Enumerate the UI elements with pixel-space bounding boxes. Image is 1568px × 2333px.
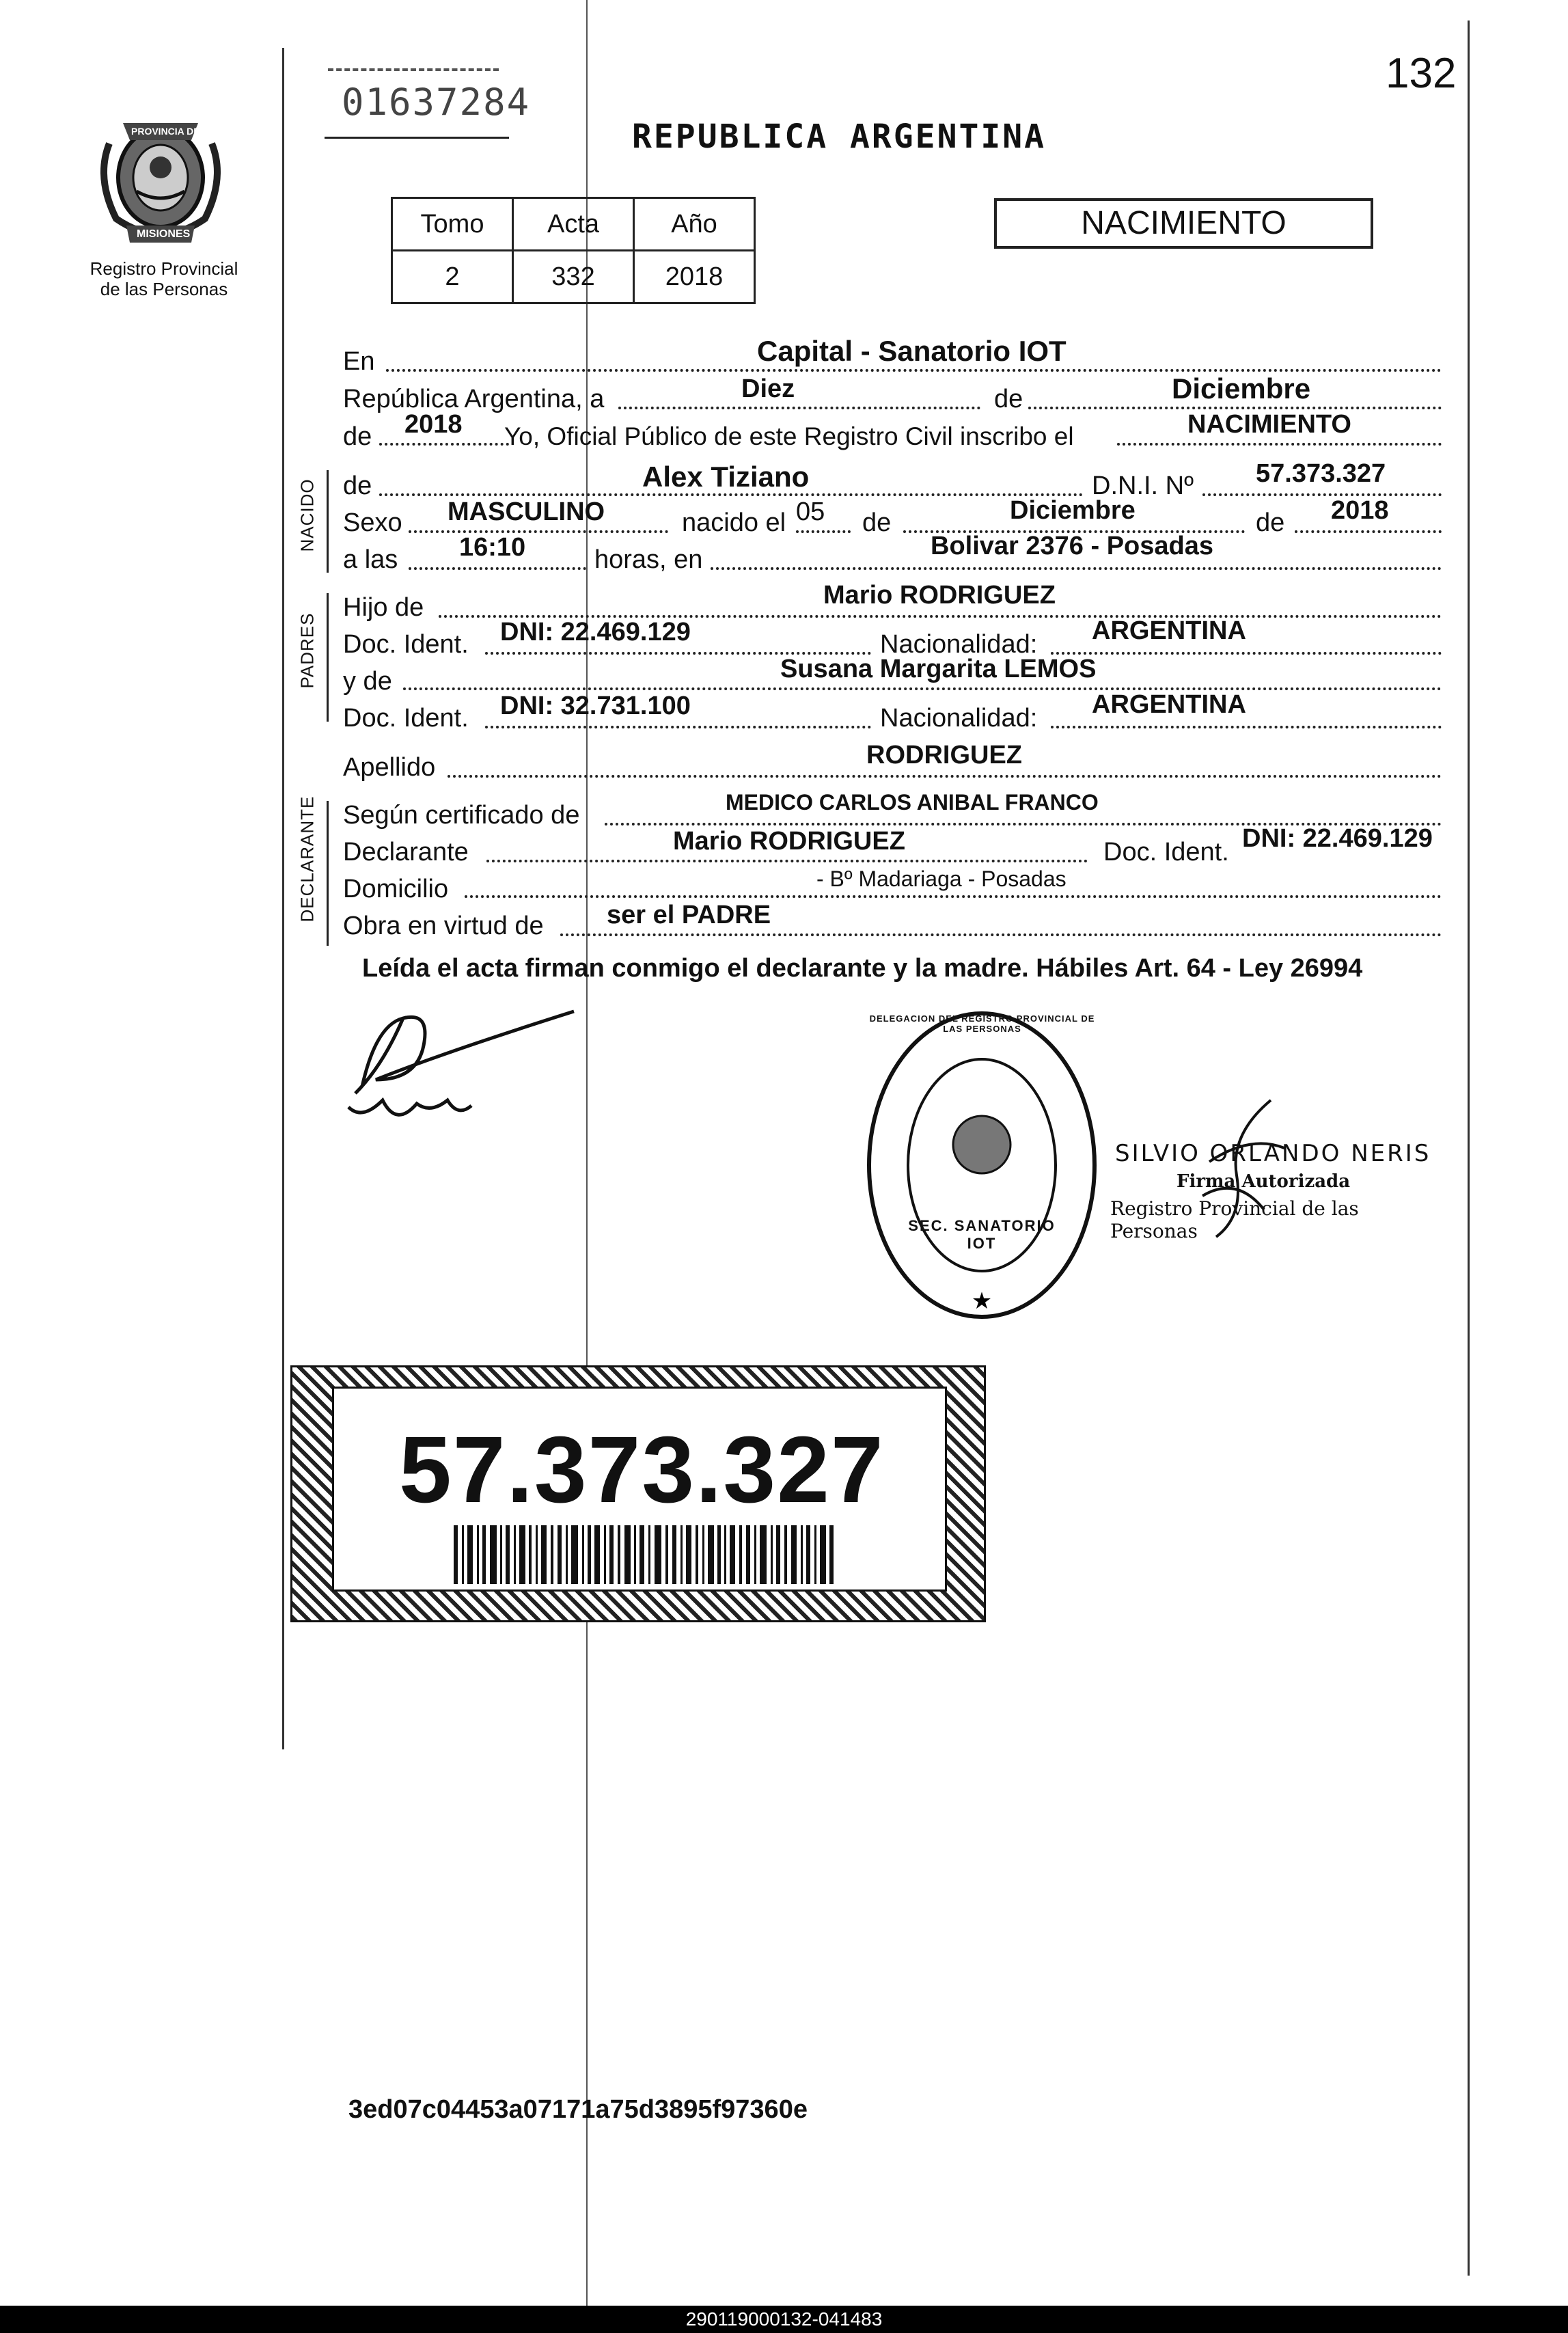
day-dots <box>618 407 980 409</box>
tomo-value: 2 <box>392 251 513 303</box>
hour-dots <box>409 567 586 570</box>
anio-header: Año <box>634 198 755 251</box>
serial-topline <box>328 68 499 71</box>
en-value: Capital - Sanatorio IOT <box>757 335 1067 367</box>
year-dots <box>379 443 509 446</box>
apellido-value: RODRIGUEZ <box>866 741 1022 769</box>
dni-dots <box>1202 493 1442 496</box>
declarante-value: Mario RODRIGUEZ <box>673 827 905 856</box>
yo-text: Yo, Oficial Público de este Registro Civil inscribo el <box>504 422 1074 450</box>
cert-value: MEDICO CARLOS ANIBAL FRANCO <box>726 790 1099 815</box>
place-dots <box>711 567 1442 570</box>
y-de-label: y de <box>343 667 392 696</box>
apellido-dots <box>448 775 1442 778</box>
registry-seal <box>864 1008 1100 1322</box>
birth-month-value: Diciembre <box>1010 496 1136 525</box>
fold-line <box>586 0 588 2310</box>
domicilio-dots <box>465 895 1442 898</box>
acta-header: Acta <box>513 198 634 251</box>
seal-icon <box>864 1008 1100 1322</box>
acta-value: 332 <box>513 251 634 303</box>
sticker-inner <box>332 1387 947 1592</box>
horas-label: horas, en <box>594 545 703 574</box>
doc-type-label: NACIMIENTO <box>1081 205 1287 241</box>
seal-ring-text: DELEGACION DEL REGISTRO PROVINCIAL DE LAS PERSONAS <box>869 1013 1095 1034</box>
anio-value: 2018 <box>634 251 755 303</box>
emblem-caption-2: de las Personas <box>100 279 228 299</box>
emblem-ring-bottom: MISIONES <box>137 228 191 240</box>
de-label: de <box>994 385 1023 413</box>
sexo-dots <box>409 530 668 533</box>
year-prefix: de <box>343 422 372 451</box>
child-dni-value: 57.373.327 <box>1256 459 1386 488</box>
en-dots <box>386 369 1442 372</box>
a-las-label: a las <box>343 545 398 574</box>
padres-bar <box>327 593 329 722</box>
nacionalidad-label-2: Nacionalidad: <box>880 704 1038 733</box>
signatory-role: Firma Autorizada <box>1177 1171 1351 1192</box>
emblem-ring-top: PROVINCIA DE <box>131 126 200 137</box>
doc-ident-label-2: Doc. Ident. <box>343 704 469 733</box>
domicilio-label: Domicilio <box>343 875 449 903</box>
id-sticker <box>290 1365 986 1622</box>
father-nat-value: ARGENTINA <box>1092 616 1246 645</box>
seal-inner-text: SEC. SANATORIO IOT <box>908 1217 1056 1252</box>
birth-year-dots <box>1295 530 1442 533</box>
mother-doc-dots <box>485 726 871 728</box>
apellido-label: Apellido <box>343 753 436 782</box>
closing-text: Leída el acta firman conmigo el declarante y la madre. Hábiles Art. 64 - Ley 26994 <box>362 954 1363 983</box>
province-emblem <box>89 103 232 253</box>
inscribe-value: NACIMIENTO <box>1187 410 1351 439</box>
de3-label: de <box>1256 508 1285 537</box>
sexo-label: Sexo <box>343 508 402 537</box>
serial-underline <box>325 137 509 139</box>
nacido-el-label: nacido el <box>682 508 786 537</box>
hijo-label: Hijo de <box>343 593 424 622</box>
declarante-bar <box>327 801 329 946</box>
month-value: Diciembre <box>1172 372 1311 405</box>
republica-label: República Argentina, a <box>343 385 605 413</box>
obra-value: ser el PADRE <box>607 901 771 929</box>
doc-type-box <box>994 198 1373 249</box>
doc-ident-label-3: Doc. Ident. <box>1103 838 1229 867</box>
right-margin-rule <box>1468 21 1470 2276</box>
left-margin-rule <box>282 48 284 1749</box>
month-dots <box>1028 407 1442 409</box>
de2-label: de <box>862 508 892 537</box>
sexo-value: MASCULINO <box>448 497 605 526</box>
dni-label: D.N.I. Nº <box>1092 472 1194 500</box>
mother-nat-value: ARGENTINA <box>1092 690 1246 719</box>
year-value: 2018 <box>404 410 463 439</box>
signatory-org: Registro Provincial de las Personas <box>1110 1197 1359 1242</box>
mother-doc-value: DNI: 32.731.100 <box>500 692 691 720</box>
declarante-section-label: DECLARANTE <box>297 795 318 923</box>
child-name-value: Alex Tiziano <box>642 461 810 493</box>
obra-dots <box>560 933 1442 936</box>
obra-label: Obra en virtud de <box>343 912 544 940</box>
name-dots <box>379 493 1083 496</box>
mother-dots <box>403 687 1442 690</box>
hash-code: 3ed07c04453a07171a75d3895f97360e <box>348 2095 808 2124</box>
mother-name-value: Susana Margarita LEMOS <box>780 655 1097 683</box>
tomo-header: Tomo <box>392 198 513 251</box>
birth-day-value: 05 <box>796 497 825 526</box>
serial-number: 01637284 <box>342 81 531 124</box>
emblem-caption-1: Registro Provincial <box>90 258 238 279</box>
sticker-number: 57.373.327 <box>399 1417 885 1523</box>
signatory-name: SILVIO ORLANDO NERIS <box>1115 1140 1431 1167</box>
doc-ident-label-1: Doc. Ident. <box>343 630 469 659</box>
birth-day-dots <box>796 530 851 533</box>
declarante-label: Declarante <box>343 838 469 867</box>
nacido-bar <box>327 470 329 573</box>
page-number: 132 <box>1386 50 1457 97</box>
place-value: Bolivar 2376 - Posadas <box>931 532 1213 560</box>
inscribe-dots <box>1117 443 1442 446</box>
declarante-dots <box>486 860 1088 862</box>
page-title: REPUBLICA ARGENTINA <box>632 118 1047 156</box>
official-signature <box>1161 1093 1298 1251</box>
mother-nat-dots <box>1051 726 1442 728</box>
footer-bar <box>0 2306 1568 2333</box>
nacido-section-label: NACIDO <box>297 478 318 552</box>
barcode-icon <box>454 1525 836 1584</box>
en-label: En <box>343 347 375 376</box>
declarante-doc-value: DNI: 22.469.129 <box>1242 824 1433 853</box>
father-name-value: Mario RODRIGUEZ <box>823 581 1056 610</box>
footer-code: 290119000132-041483 <box>685 2308 883 2330</box>
svg-text:★: ★ <box>971 1287 993 1315</box>
father-doc-value: DNI: 22.469.129 <box>500 618 691 646</box>
padres-section-label: PADRES <box>297 612 318 689</box>
declarant-signature <box>335 984 594 1141</box>
domicilio-value: - Bº Madariaga - Posadas <box>816 867 1067 891</box>
register-table <box>391 197 756 304</box>
hour-value: 16:10 <box>459 533 526 562</box>
name-de-label: de <box>343 472 372 500</box>
nacionalidad-label-1: Nacionalidad: <box>880 630 1038 659</box>
day-value: Diez <box>741 374 795 403</box>
birth-year-value: 2018 <box>1331 496 1389 525</box>
segun-label: Según certificado de <box>343 801 580 830</box>
father-nat-dots <box>1051 652 1442 655</box>
